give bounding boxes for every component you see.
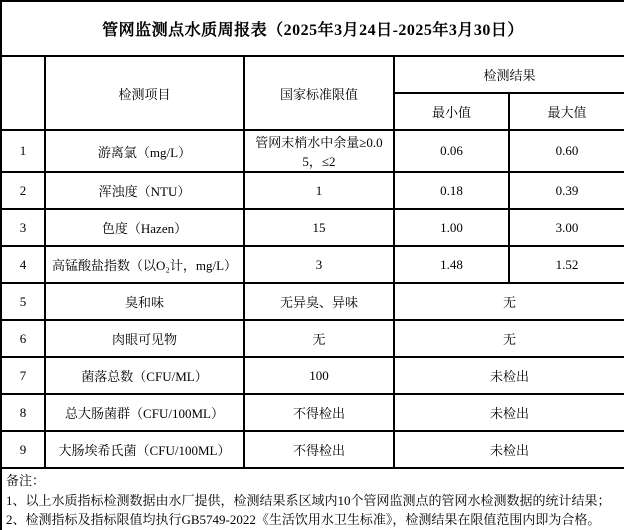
cell-max: 3.00 xyxy=(509,209,624,246)
cell-standard: 无异臭、异味 xyxy=(244,283,394,320)
cell-result-merged: 无 xyxy=(394,320,624,357)
cell-row-no: 5 xyxy=(1,283,45,320)
header-standard: 国家标准限值 xyxy=(244,56,394,130)
cell-row-no: 9 xyxy=(1,431,45,468)
cell-standard: 不得检出 xyxy=(244,431,394,468)
page-title: 管网监测点水质周报表（2025年3月24日-2025年3月30日） xyxy=(1,1,624,56)
cell-row-no: 3 xyxy=(1,209,45,246)
cell-row-no: 4 xyxy=(1,246,45,283)
cell-max: 0.60 xyxy=(509,130,624,172)
cell-row-no: 1 xyxy=(1,130,45,172)
cell-item: 大肠埃希氏菌（CFU/100ML） xyxy=(45,431,244,468)
cell-standard: 不得检出 xyxy=(244,394,394,431)
table-row xyxy=(1,209,624,246)
cell-item: 游离氯（mg/L） xyxy=(45,130,244,172)
cell-row-no: 6 xyxy=(1,320,45,357)
notes-line-1: 1、以上水质指标检测数据由水厂提供，检测结果系区域内10个管网监测点的管网水检测数据的统计结果； xyxy=(6,492,611,508)
header-index-cell xyxy=(1,56,45,130)
header-min: 最小值 xyxy=(394,93,509,130)
cell-min: 1.00 xyxy=(394,209,509,246)
cell-standard: 3 xyxy=(244,246,394,283)
cell-result-merged: 未检出 xyxy=(394,357,624,394)
cell-min: 0.06 xyxy=(394,130,509,172)
notes-line-2: 2、检测指标及指标限值均执行GB5749-2022《生活饮用水卫生标准》，检测结果在限值范围内即为合格。 xyxy=(6,512,601,527)
table-row xyxy=(1,246,624,283)
notes-cell xyxy=(1,468,624,530)
cell-result-merged: 未检出 xyxy=(394,394,624,431)
cell-item: 总大肠菌群（CFU/100ML） xyxy=(45,394,244,431)
header-row-1 xyxy=(1,56,624,93)
table-row xyxy=(1,283,624,320)
table-row xyxy=(1,130,624,172)
cell-standard: 管网末梢水中余量≥0.05，≤2 xyxy=(244,130,394,172)
cell-standard: 100 xyxy=(244,357,394,394)
cell-item: 高锰酸盐指数（以O₂计，mg/L） xyxy=(45,246,244,283)
header-item: 检测项目 xyxy=(45,56,244,130)
cell-max: 0.39 xyxy=(509,172,624,209)
cell-row-no: 7 xyxy=(1,357,45,394)
cell-standard: 15 xyxy=(244,209,394,246)
cell-min: 0.18 xyxy=(394,172,509,209)
table-row xyxy=(1,357,624,394)
cell-result-merged: 无 xyxy=(394,283,624,320)
header-max: 最大值 xyxy=(509,93,624,130)
table-row xyxy=(1,172,624,209)
cell-standard: 无 xyxy=(244,320,394,357)
notes-row xyxy=(1,468,624,530)
notes-label: 备注： xyxy=(6,473,46,488)
cell-row-no: 8 xyxy=(1,394,45,431)
table-row xyxy=(1,320,624,357)
cell-min: 1.48 xyxy=(394,246,509,283)
cell-item: 菌落总数（CFU/ML） xyxy=(45,357,244,394)
header-result: 检测结果 xyxy=(394,56,624,93)
cell-item: 浑浊度（NTU） xyxy=(45,172,244,209)
cell-max: 1.52 xyxy=(509,246,624,283)
cell-row-no: 2 xyxy=(1,172,45,209)
cell-item: 色度（Hazen） xyxy=(45,209,244,246)
table-row xyxy=(1,431,624,468)
cell-standard: 1 xyxy=(244,172,394,209)
title-row xyxy=(1,1,624,56)
table-row xyxy=(1,394,624,431)
cell-result-merged: 未检出 xyxy=(394,431,624,468)
cell-item: 臭和味 xyxy=(45,283,244,320)
cell-item: 肉眼可见物 xyxy=(45,320,244,357)
